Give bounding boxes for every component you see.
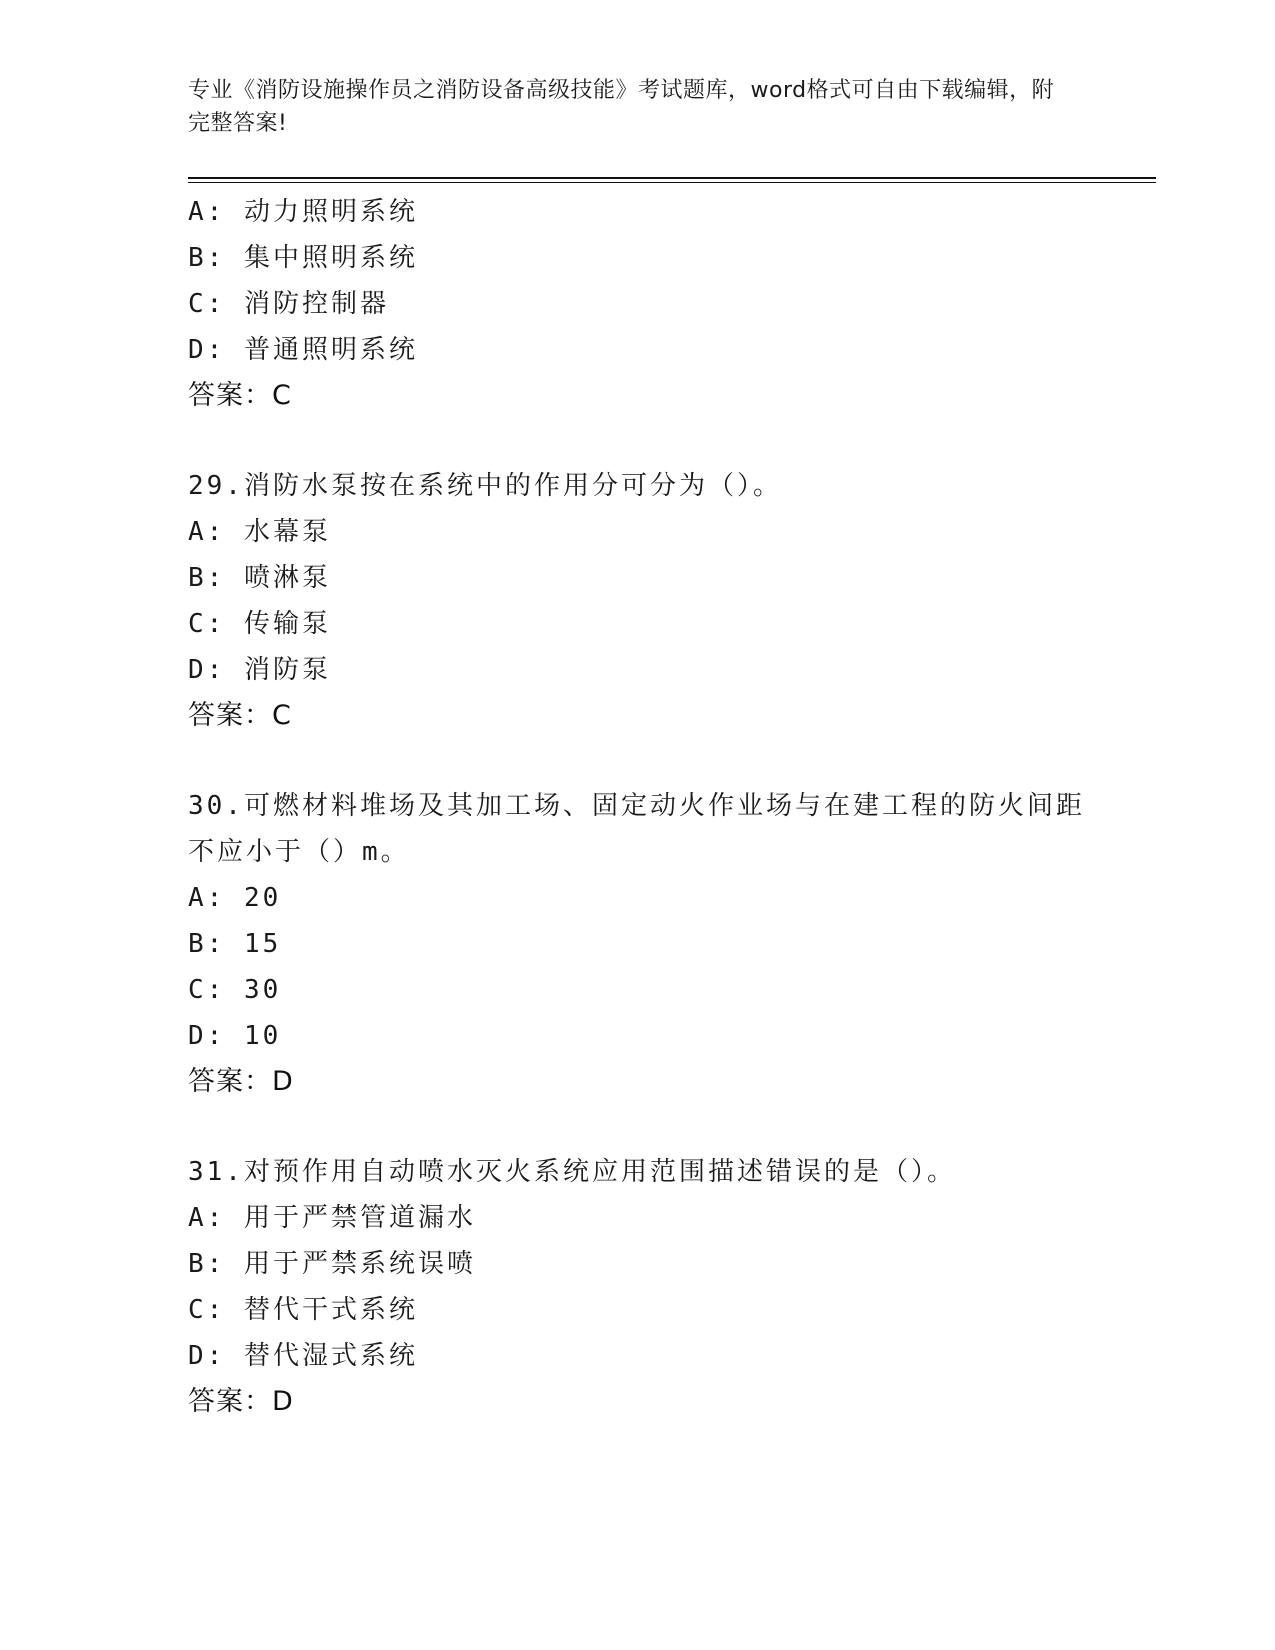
option-letter: C: [188, 975, 226, 1005]
question-number: 31. [188, 1157, 244, 1187]
option-d [188, 1333, 1088, 1379]
spacer [188, 739, 1088, 783]
option-text: 动力照明系统 [243, 197, 418, 227]
answer-line [188, 693, 1088, 739]
option-d [188, 327, 1088, 373]
option-letter: A: [188, 1203, 226, 1233]
question-list [188, 189, 1088, 1425]
option-c [188, 281, 1088, 327]
question-text-line-2: 不应小于（）m。 [188, 837, 410, 867]
option-letter: C: [188, 609, 226, 639]
option-letter: B: [188, 1249, 226, 1279]
option-letter: D: [188, 1341, 226, 1371]
option-a [188, 189, 1088, 235]
answer-label: 答案： [188, 380, 272, 411]
option-text: 普通照明系统 [243, 335, 418, 365]
question-stem [188, 783, 1088, 829]
option-text: 30 [243, 975, 282, 1005]
option-text: 用于严禁管道漏水 [243, 1203, 476, 1233]
option-letter: A: [188, 883, 226, 913]
option-letter: C: [188, 289, 226, 319]
option-c [188, 1287, 1088, 1333]
option-text: 传输泵 [243, 609, 331, 639]
option-letter: B: [188, 563, 226, 593]
header-divider-thin [188, 182, 1156, 183]
question-stem [188, 1149, 1088, 1195]
option-text: 消防控制器 [243, 289, 389, 319]
option-text: 消防泵 [243, 655, 331, 685]
question-30 [188, 783, 1088, 1105]
option-a [188, 875, 1088, 921]
answer-line [188, 1059, 1088, 1105]
answer-line [188, 373, 1088, 419]
answer-label: 答案： [188, 1066, 272, 1097]
answer-value: C [272, 380, 292, 411]
question-number: 29. [188, 471, 244, 501]
option-text: 水幕泵 [243, 517, 331, 547]
option-a [188, 509, 1088, 555]
question-number: 30. [188, 791, 244, 821]
option-b [188, 235, 1088, 281]
answer-label: 答案： [188, 700, 272, 731]
answer-value: D [272, 1386, 294, 1417]
question-text: 消防水泵按在系统中的作用分可分为（）。 [243, 471, 782, 501]
option-text: 集中照明系统 [243, 243, 418, 273]
option-letter: A: [188, 517, 226, 547]
option-letter: A: [188, 197, 226, 227]
option-c [188, 967, 1088, 1013]
header-divider-thick [188, 177, 1156, 179]
question-stem [188, 463, 1088, 509]
spacer [188, 1105, 1088, 1149]
question-stem-continued [188, 829, 1088, 875]
spacer [188, 419, 1088, 463]
option-text: 20 [243, 883, 282, 913]
option-b [188, 555, 1088, 601]
answer-value: C [272, 700, 292, 731]
option-text: 替代湿式系统 [243, 1341, 418, 1371]
question-text-line-1: 可燃材料堆场及其加工场、固定动火作业场与在建工程的防火间距 [243, 791, 1085, 821]
document-header [188, 74, 1068, 140]
answer-value: D [272, 1066, 294, 1097]
question-29 [188, 463, 1088, 739]
answer-label: 答案： [188, 1386, 272, 1417]
option-letter: C: [188, 1295, 226, 1325]
option-letter: B: [188, 929, 226, 959]
option-d [188, 1013, 1088, 1059]
question-text: 对预作用自动喷水灭火系统应用范围描述错误的是（）。 [243, 1157, 956, 1187]
option-text: 15 [243, 929, 282, 959]
option-text: 喷淋泵 [243, 563, 331, 593]
question-28-tail [188, 189, 1088, 419]
option-text: 用于严禁系统误喷 [243, 1249, 476, 1279]
option-letter: D: [188, 655, 226, 685]
option-text: 替代干式系统 [243, 1295, 418, 1325]
option-c [188, 601, 1088, 647]
option-d [188, 647, 1088, 693]
option-a [188, 1195, 1088, 1241]
option-letter: B: [188, 243, 226, 273]
option-b [188, 921, 1088, 967]
option-letter: D: [188, 1021, 226, 1051]
option-text: 10 [243, 1021, 282, 1051]
option-letter: D: [188, 335, 226, 365]
option-b [188, 1241, 1088, 1287]
answer-line [188, 1379, 1088, 1425]
question-31 [188, 1149, 1088, 1425]
header-title: 专业《消防设施操作员之消防设备高级技能》考试题库，word格式可自由下载编辑，附完整答案! [188, 78, 1055, 136]
